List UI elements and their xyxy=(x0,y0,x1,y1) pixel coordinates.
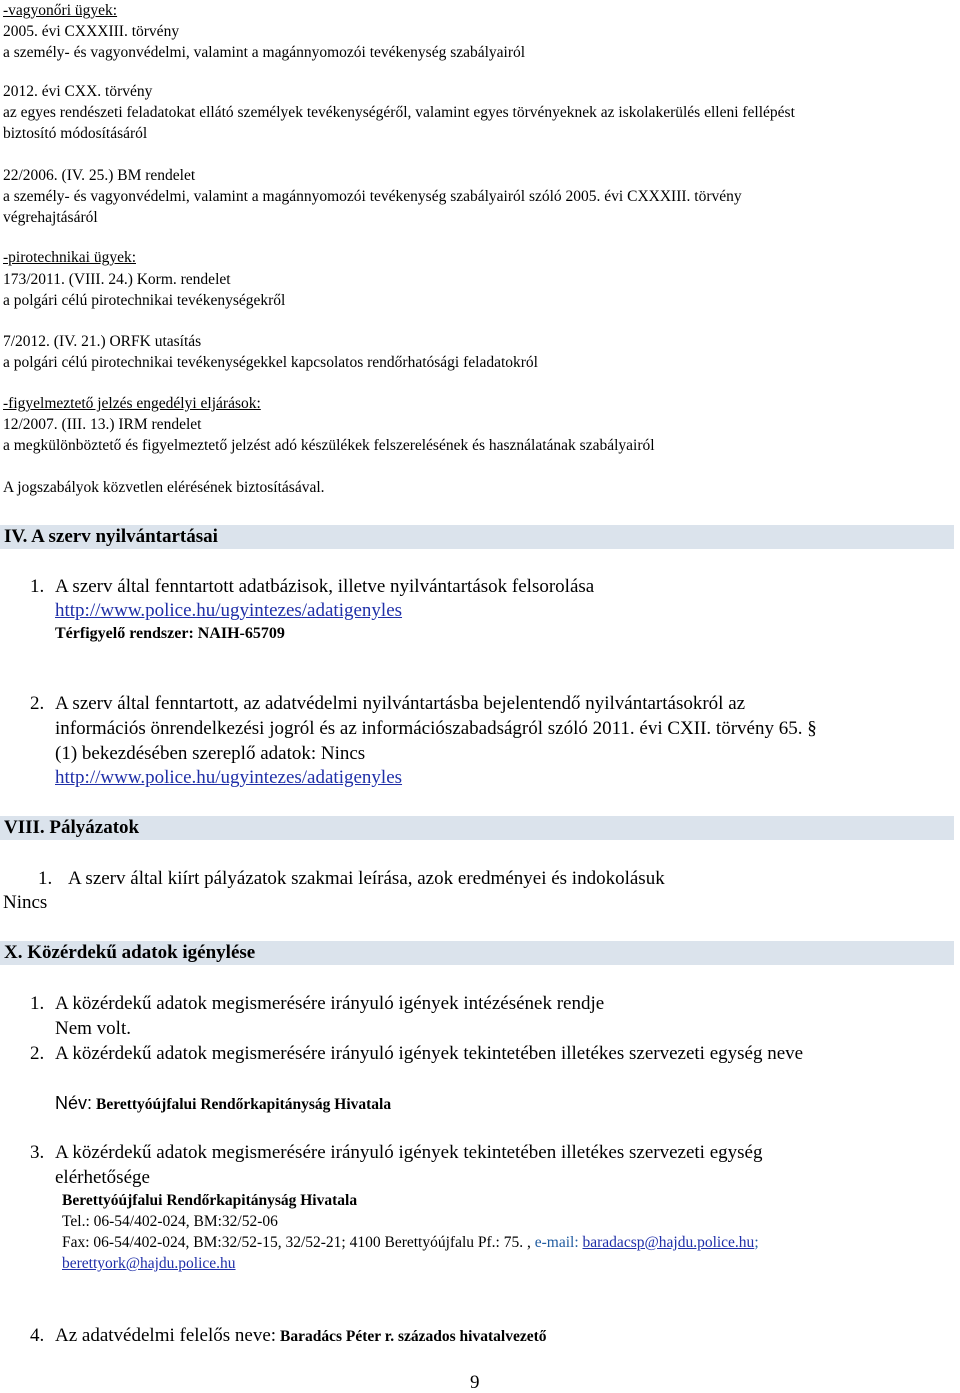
email-label: e-mail: xyxy=(534,1234,579,1251)
list-item-text: A közérdekű adatok megismerésére irányuló igények tekintetében illetékes szervezeti egység xyxy=(55,1142,763,1163)
law-title: a polgári célú pirotechnikai tevékenységekkel kapcsolatos rendőrhatósági feladatokról xyxy=(3,354,538,371)
law-number: 173/2011. (VIII. 24.) Korm. rendelet xyxy=(3,271,231,288)
law-title: a polgári célú pirotechnikai tevékenységekről xyxy=(3,292,286,309)
list-item-text: A szerv által fenntartott adatbázisok, illetve nyilvántartások felsorolása xyxy=(55,576,595,597)
list-item-text: (1) bekezdésében szereplő adatok: Nincs xyxy=(55,743,366,764)
section-title: VIII. Pályázatok xyxy=(4,817,140,838)
section-x-header xyxy=(0,941,954,965)
name-row xyxy=(55,1094,391,1113)
law-number: 12/2007. (III. 13.) IRM rendelet xyxy=(3,416,202,433)
dpo-label: Az adatvédelmi felelős neve: xyxy=(55,1325,277,1346)
list-item-answer: Nem volt. xyxy=(55,1018,131,1039)
fax-text: Fax: 06-54/402-024, BM:32/52-15, 32/52-21; 4100 Berettyóújfalu Pf.: 75. , xyxy=(62,1234,531,1251)
email-separator: ; xyxy=(754,1234,759,1251)
law-title: a megkülönböztető és figyelmeztető jelzést adó készülékek felszerelésének és használatának szabályairól xyxy=(3,437,655,454)
figyelmezteto-heading: -figyelmeztető jelzés engedélyi eljárások: xyxy=(3,395,261,412)
email-link[interactable]: berettyork@hajdu.police.hu xyxy=(62,1255,236,1272)
adatigenyles-link[interactable]: http://www.police.hu/ugyintezes/adatigenyles xyxy=(55,767,403,788)
law-title: az egyes rendészeti feladatokat ellátó személyek tevékenységéről, valamint egyes törvényeknek az iskolakerülés elleni fellépést xyxy=(3,104,795,121)
law-number: 22/2006. (IV. 25.) BM rendelet xyxy=(3,167,196,184)
email-link[interactable]: baradacsp@hajdu.police.hu xyxy=(582,1234,755,1251)
section-viii-header xyxy=(0,816,954,840)
law-number: 2012. évi CXX. törvény xyxy=(3,83,153,100)
list-number: 1. xyxy=(30,576,45,597)
list-item-text: A szerv által kiírt pályázatok szakmai leírása, azok eredményei és indokolásuk xyxy=(68,868,665,889)
law-title: biztosító módosításáról xyxy=(3,125,148,142)
terfigyelo-note: Térfigyelő rendszer: NAIH-65709 xyxy=(55,625,285,642)
list-item-text: információs önrendelkezési jogról és az információszabadságról szóló 2011. évi CXII. törvény 65. § xyxy=(55,718,817,739)
name-value: Berettyóújfalui Rendőrkapitányság Hivatala xyxy=(96,1096,392,1113)
name-label: Név: xyxy=(55,1093,93,1113)
fax-line xyxy=(62,1235,759,1251)
list-item-text: A szerv által fenntartott, az adatvédelmi nyilvántartásba bejelentendő nyilvántartásokról az xyxy=(55,693,746,714)
pirotechnika-heading: -pirotechnikai ügyek: xyxy=(3,249,136,266)
law-number: 7/2012. (IV. 21.) ORFK utasítás xyxy=(3,333,202,350)
dpo-row xyxy=(55,1326,547,1345)
adatigenyles-link[interactable]: http://www.police.hu/ugyintezes/adatigenyles xyxy=(55,600,403,621)
list-number: 4. xyxy=(30,1325,45,1346)
list-number: 1. xyxy=(38,868,53,889)
list-item-text: elérhetősége xyxy=(55,1167,150,1188)
vagyonor-heading: -vagyonőri ügyek: xyxy=(3,2,118,19)
section-iv-header xyxy=(0,525,954,549)
list-number: 3. xyxy=(30,1142,45,1163)
access-note: A jogszabályok közvetlen elérésének biztosításával. xyxy=(3,479,325,496)
section-title: IV. A szerv nyilvántartásai xyxy=(4,526,218,547)
law-title: a személy- és vagyonvédelmi, valamint a magánnyomozói tevékenység szabályairól xyxy=(3,44,526,61)
law-title: a személy- és vagyonvédelmi, valamint a magánnyomozói tevékenység szabályairól szóló 2005. évi CXXXIII. törvény xyxy=(3,188,742,205)
list-number: 2. xyxy=(30,693,45,714)
tel-line: Tel.: 06-54/402-024, BM:32/52-06 xyxy=(62,1213,278,1230)
section-title: X. Közérdekű adatok igénylése xyxy=(4,942,256,963)
list-number: 1. xyxy=(30,993,45,1014)
list-number: 2. xyxy=(30,1043,45,1064)
dpo-value: Baradács Péter r. százados hivatalvezető xyxy=(280,1328,547,1345)
list-item-text: A közérdekű adatok megismerésére irányuló igények tekintetében illetékes szervezeti egység neve xyxy=(55,1043,804,1064)
list-item-text: A közérdekű adatok megismerésére irányuló igények intézésének rendje xyxy=(55,993,605,1014)
page-number: 9 xyxy=(470,1372,480,1393)
law-number: 2005. évi CXXXIII. törvény xyxy=(3,23,180,40)
law-title: végrehajtásáról xyxy=(3,209,98,226)
list-item-answer: Nincs xyxy=(3,892,48,913)
org-name: Berettyóújfalui Rendőrkapitányság Hivatala xyxy=(62,1192,358,1209)
